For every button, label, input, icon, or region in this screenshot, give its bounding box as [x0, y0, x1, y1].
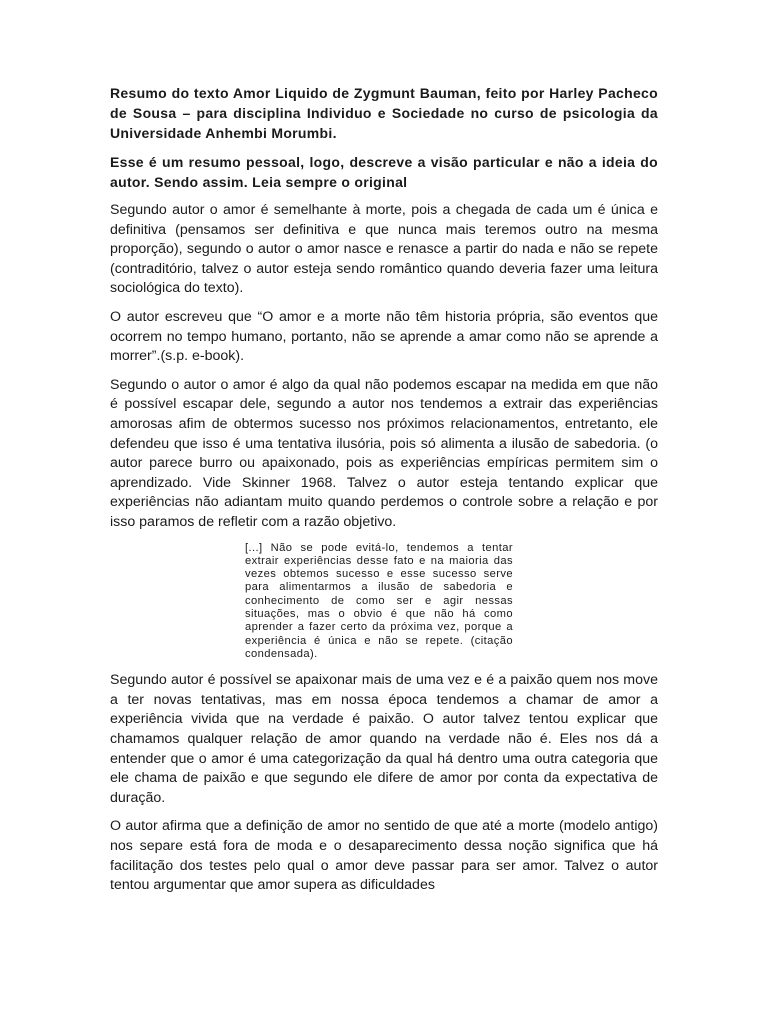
- paragraph-definition-of-love: O autor afirma que a definição de amor no sentido de que até a morte (modelo antigo) nos separe está fora de moda e o desaparecimento dessa noção significa que há facilitação dos testes pelo qual o amor deve passar para ser amor. Talvez o autor tentou argumentar que amor supera as dificuldades: [110, 818, 658, 894]
- paragraph-passion: Segundo autor é possível se apaixonar mais de uma vez e é a paixão quem nos move a ter novas tentativas, mas em nossa época tendemos a chamar de amor a experiência vivida que na verdade é paixão. O autor talvez tentou explicar que chamamos qualquer relação de amor quando na verdade não é. Eles nos dá a entender que o amor é uma categorização da qual há dentro uma outra categoria que ele chama de paixão e que segundo ele difere de amor por conta da expectativa de duração.: [110, 672, 658, 806]
- paragraph-love-and-death: Segundo autor o amor é semelhante à morte, pois a chegada de cada um é única e definitiva (pensamos ser definitiva e que nunca mais teremos outro na mesma proporção), segundo o autor o amor nasce e renasce a partir do nada e não se repete (contraditório, talvez o autor esteja sendo romântico quando deveria fazer uma leitura sociológica do texto).: [110, 202, 658, 297]
- document-page: [110, 83, 658, 905]
- block-quote: [...] Não se pode evitá-lo, tendemos a tentar extrair experiências desse fato e na maioria das vezes obtemos sucesso e esse sucesso serve para alimentarmos a ilusão de sabedoria e conhecimento de como ser e agir nessas situações, mas o obvio é que não há como aprender a fazer certo da próxima vez, porque a experiência é única e não se repete. (citação condensada).: [245, 541, 513, 660]
- disclaimer-heading: Esse é um resumo pessoal, logo, descreve a visão particular e não a ideia do autor. Sendo assim. Leia sempre o original: [110, 154, 658, 190]
- document-title: Resumo do texto Amor Liquido de Zygmunt Bauman, feito por Harley Pacheco de Sousa – para disciplina Individuo e Sociedade no curso de psicologia da Universidade Anhembi Morumbi.: [110, 85, 658, 141]
- paragraph-author-quote: O autor escreveu que “O amor e a morte não têm historia própria, são eventos que ocorrem no tempo humano, portanto, não se aprende a amar como não se aprende a morrer”.(s.p. e-book).: [110, 308, 658, 365]
- paragraph-experience: Segundo o autor o amor é algo da qual não podemos escapar na medida em que não é possível escapar dele, segundo a autor nos tendemos a extrair das experiências amorosas afim de obtermos sucesso nos próximos relacionamentos, entretanto, ele defendeu que isso é uma tentativa ilusória, pois só alimenta a ilusão de sabedoria. (o autor parece burro ou apaixonado, pois as experiências empíricas permitem sim o aprendizado. Vide Skinner 1968. Talvez o autor esteja tentando explicar que experiências não adiantam muito quando perdemos o controle sobre a relação e por isso paramos de refletir com a razão objetivo.: [110, 376, 658, 530]
